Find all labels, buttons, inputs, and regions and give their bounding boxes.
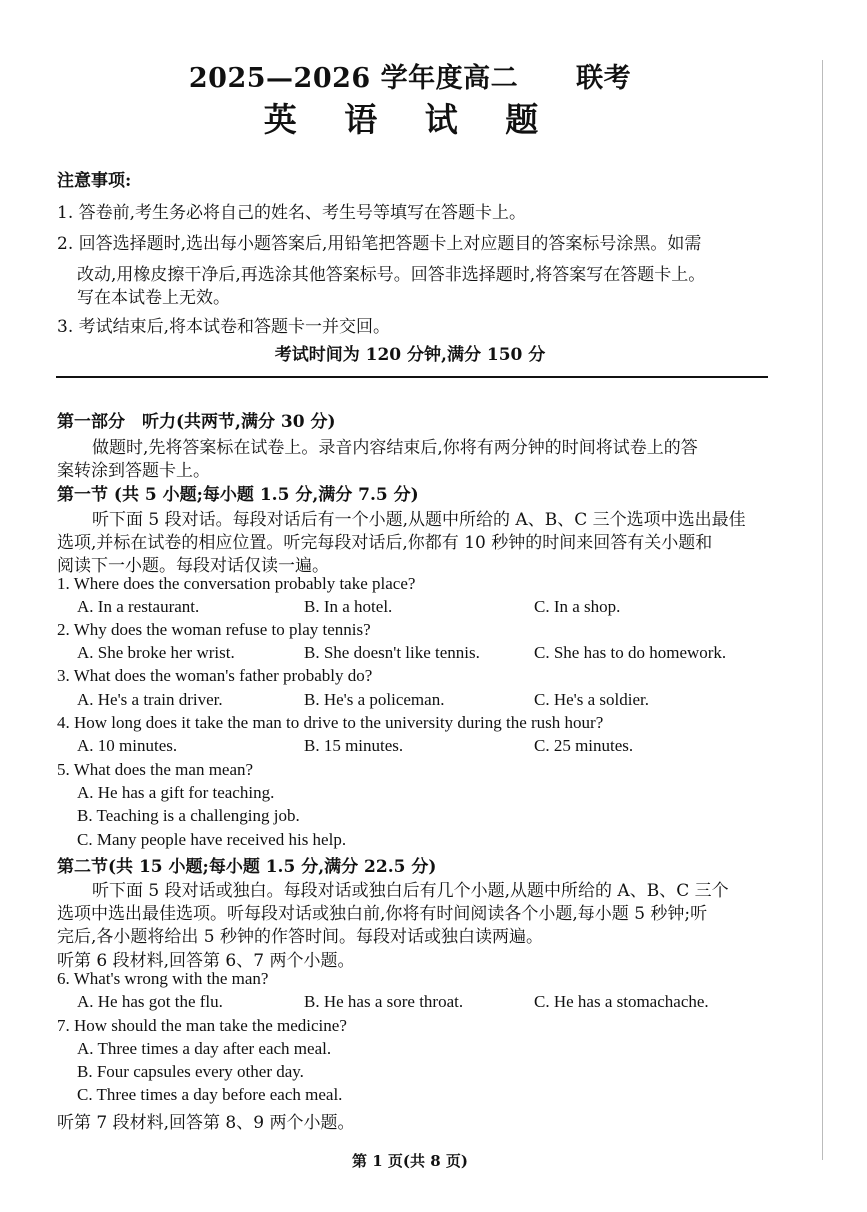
question-3: 3. What does the woman's father probably do? [57,666,373,685]
section1-intro-3: 阅读下一小题。每段对话仅读一遍。 [57,556,329,576]
section1-intro-1: 听下面 5 段对话。每段对话后有一个小题,从题中所给的 A、B、C 三个选项中选出最佳 [92,510,746,530]
question-1-option-b: B. In a hotel. [304,597,393,616]
question-7-option-b: B. Four capsules every other day. [77,1062,304,1081]
question-4-option-c: C. 25 minutes. [534,736,634,755]
section2-intro-3: 完后,各小题将给出 5 秒钟的作答时间。每段对话或独白读两遍。 [57,927,544,947]
exam-time-info: 考试时间为 120 分钟,满分 150 分 [274,345,546,365]
question-1: 1. Where does the conversation probably take place? [57,574,416,593]
question-5-option-a: A. He has a gift for teaching. [77,783,275,802]
question-2: 2. Why does the woman refuse to play tennis? [57,620,371,639]
notice-line-1: 1. 答卷前,考生务必将自己的姓名、考生号等填写在答题卡上。 [57,203,527,223]
notice-line-2: 2. 回答选择题时,选出每小题答案后,用铅笔把答题卡上对应题目的答案标号涂黑。如需 [57,234,702,254]
section2-heading: 第二节(共 15 小题;每小题 1.5 分,满分 22.5 分) [57,857,437,877]
question-6-option-b: B. He has a sore throat. [304,992,464,1011]
section2-intro-2: 选项中选出最佳选项。听每段对话或独白前,你将有时间阅读各个小题,每小题 5 秒钟;听 [57,904,708,924]
question-7-option-a: A. Three times a day after each meal. [77,1039,332,1058]
question-2-option-a: A. She broke her wrist. [77,643,235,662]
section1-heading: 第一节 (共 5 小题;每小题 1.5 分,满分 7.5 分) [57,485,419,505]
page-edge-line [822,60,823,1160]
question-4-option-b: B. 15 minutes. [304,736,404,755]
question-5-option-b: B. Teaching is a challenging job. [77,806,300,825]
part1-intro-2: 案转涂到答题卡上。 [57,461,210,481]
material-6-instruction: 听第 6 段材料,回答第 6、7 两个小题。 [57,951,355,971]
question-3-option-b: B. He's a policeman. [304,690,445,709]
question-5: 5. What does the man mean? [57,760,254,779]
notice-line-2c: 写在本试卷上无效。 [77,288,230,308]
question-7-option-c: C. Three times a day before each meal. [77,1085,343,1104]
question-3-option-a: A. He's a train driver. [77,690,223,709]
page-number-footer: 第 1 页(共 8 页) [352,1152,468,1170]
question-2-option-b: B. She doesn't like tennis. [304,643,480,662]
material-7-instruction: 听第 7 段材料,回答第 8、9 两个小题。 [57,1113,355,1133]
question-5-option-c: C. Many people have received his help. [77,830,347,849]
question-1-option-a: A. In a restaurant. [77,597,200,616]
divider-line [56,376,768,378]
question-6-option-c: C. He has a stomachache. [534,992,709,1011]
question-2-option-c: C. She has to do homework. [534,643,727,662]
notice-heading: 注意事项: [57,171,132,191]
notice-line-2b: 改动,用橡皮擦干净后,再选涂其他答案标号。回答非选择题时,将答案写在答题卡上。 [77,265,706,285]
question-6-option-a: A. He has got the flu. [77,992,223,1011]
exam-title [0,56,820,95]
question-4-option-a: A. 10 minutes. [77,736,178,755]
section1-intro-2: 选项,并标在试卷的相应位置。听完每段对话后,你都有 10 秒钟的时间来回答有关小题和 [57,533,713,553]
question-3-option-c: C. He's a soldier. [534,690,649,709]
part1-intro-1: 做题时,先将答案标在试卷上。录音内容结束后,你将有两分钟的时间将试卷上的答 [92,438,698,458]
section2-intro-1: 听下面 5 段对话或独白。每段对话或独白后有几个小题,从题中所给的 A、B、C 三个 [92,881,729,901]
subject-title: 英 语 试 题 [263,100,557,139]
exam-title-year: 2025—2026 学年度高二 [188,63,519,94]
question-7: 7. How should the man take the medicine? [57,1016,347,1035]
question-4: 4. How long does it take the man to drive to the university during the rush hour? [57,713,604,732]
exam-title-type: 联考 [576,63,632,94]
question-1-option-c: C. In a shop. [534,597,621,616]
notice-line-3: 3. 考试结束后,将本试卷和答题卡一并交回。 [57,317,391,337]
part1-heading: 第一部分 听力(共两节,满分 30 分) [57,412,336,432]
question-6: 6. What's wrong with the man? [57,969,269,988]
